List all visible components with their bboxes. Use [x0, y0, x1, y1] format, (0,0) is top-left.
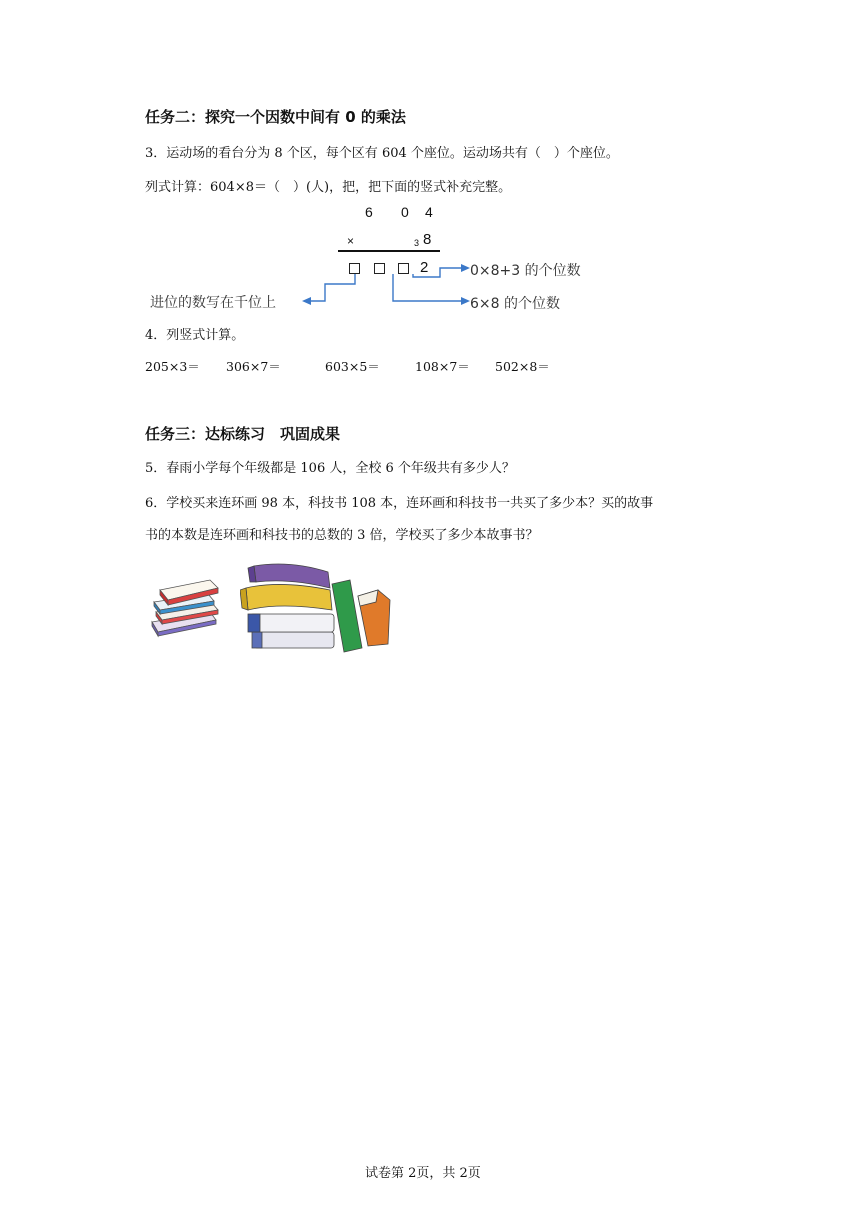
digit-0: 0	[401, 204, 409, 220]
arrow-to-note-left	[310, 274, 355, 301]
arrow-to-note-1	[413, 268, 462, 277]
result-last-digit: 2	[420, 259, 429, 276]
task2-heading: 任务二：探究一个因数中间有 0 的乘法	[145, 108, 406, 126]
arrowhead-1	[461, 264, 470, 272]
note-carry-thousands: 进位的数写在千位上	[150, 295, 276, 311]
book-stack-small-illustration	[148, 570, 228, 640]
arrowhead-left	[302, 297, 311, 305]
digit-6: 6	[365, 204, 373, 220]
book-stack-large-illustration	[240, 560, 395, 655]
q4-item: 108×7＝	[415, 359, 470, 374]
question-3: 3．运动场的看台分为 8 个区，每个区有 604 个座位。运动场共有（ ）个座位。	[145, 146, 619, 161]
arrow-lines	[0, 0, 860, 320]
question-4-title: 4．列竖式计算。	[145, 328, 245, 343]
question-5: 5．春雨小学每个年级都是 106 人，全校 6 个年级共有多少人？	[145, 461, 515, 476]
multiplier-digit: 8	[423, 231, 432, 248]
q4-item: 502×8＝	[495, 359, 550, 374]
q4-item: 603×5＝	[325, 359, 380, 374]
page-footer: 试卷第 2页，共 2页	[365, 1166, 481, 1181]
task3-heading: 任务三：达标练习 巩固成果	[145, 425, 341, 443]
times-sign: ×	[347, 234, 355, 248]
arrow-to-note-2	[393, 274, 462, 301]
note-ones-digit-1: 0×8+3 的个位数	[470, 263, 581, 279]
question-6-line-1: 6．学校买来连环画 98 本，科技书 108 本，连环画和科技书一共买了多少本？买的故事	[145, 496, 654, 511]
digit-4: 4	[425, 204, 433, 220]
carry-digit: 3	[414, 238, 420, 248]
note-ones-digit-2: 6×8 的个位数	[470, 296, 560, 312]
arrowhead-2	[461, 297, 470, 305]
question-6-line-2: 书的本数是连环画和科技书的总数的 3 倍，学校买了多少本故事书？	[145, 528, 539, 543]
q4-item: 205×3＝	[145, 359, 200, 374]
q4-item: 306×7＝	[226, 359, 281, 374]
question-3-calc: 列式计算：604×8＝（ ）(人)，把，把下面的竖式补充完整。	[145, 180, 512, 195]
vertical-multiplication	[0, 0, 860, 320]
